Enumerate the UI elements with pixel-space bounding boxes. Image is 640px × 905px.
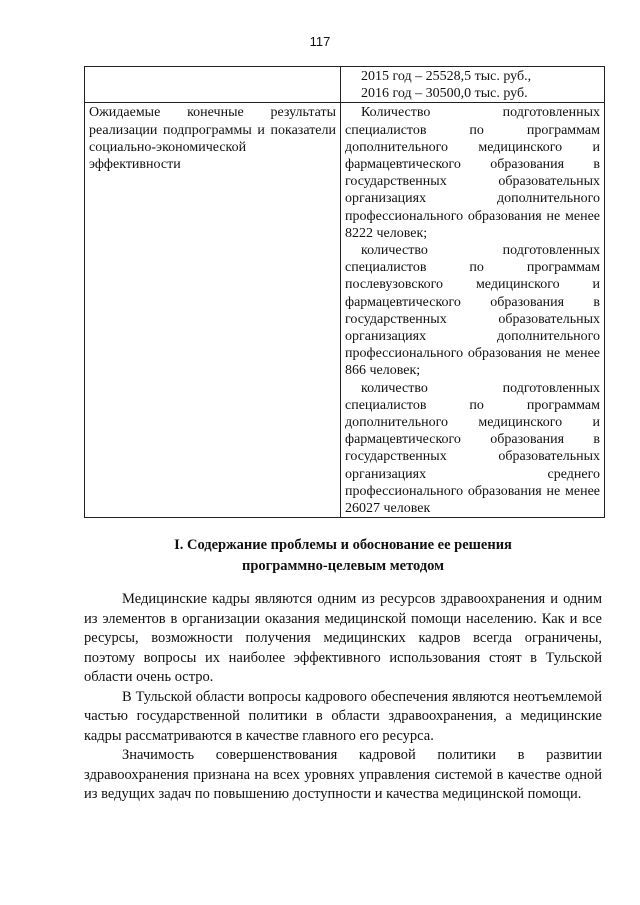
table-row-results xyxy=(85,103,605,518)
expected-results-label: Ожидаемые конечные результаты реализации подпрограммы и показатели социально-экономической эффективности xyxy=(85,103,341,518)
paragraph-1: Медицинские кадры являются одним из ресурсов здравоохранения и одним из элементов в организации оказания медицинской помощи населению. Как и все ресурсы, возможности получения медицинских кадров всегда ограничены, поэтому вопросы их наиболее эффективного использования стоят в Тульской области очень остро. xyxy=(84,591,602,685)
result-item-3: количество подготовленных специалистов по программам дополнительного медицинского и фармацевтического образования в государственных образовательных организациях среднего профессионального образования не менее 26027 человек xyxy=(345,380,600,517)
funding-line-2015: 2015 год – 25528,5 тыс. руб., xyxy=(361,69,532,84)
body-text xyxy=(84,590,602,805)
paragraph-2: В Тульской области вопросы кадрового обеспечения являются неотъемлемой частью государственной политики в области здравоохранения, а медицинские кадры рассматриваются в качестве главного его ресурса. xyxy=(84,688,602,744)
table-row-funding xyxy=(85,67,605,103)
result-item-1: Количество подготовленных специалистов по программам дополнительного медицинского и фармацевтического образования в государственных образовательных организациях дополнительного профессионального образования не менее 8222 человек; xyxy=(345,105,600,241)
passport-table xyxy=(84,66,605,518)
expected-results-values xyxy=(341,103,605,518)
table-cell-empty xyxy=(85,67,341,103)
paragraph-3: Значимость совершенствования кадровой политики в развитии здравоохранения признана на всех уровнях управления системой в качестве одной из ведущих задач по повышению доступности и качества медицинской помощи. xyxy=(84,747,602,802)
page-number: 117 xyxy=(309,34,331,49)
result-item-2: количество подготовленных специалистов по программам послевузовского медицинского и фармацевтического образования в государственных образовательных организациях дополнительного профессионального образования не менее 866 человек; xyxy=(345,243,600,379)
section-title xyxy=(84,535,602,577)
section-title-line-1: I. Содержание проблемы и обоснование ее решения xyxy=(174,537,512,553)
section-title-line-2: программно-целевым методом xyxy=(241,558,445,574)
table-cell-funding xyxy=(341,67,605,103)
funding-line-2016: 2016 год – 30500,0 тыс. руб. xyxy=(361,86,528,102)
